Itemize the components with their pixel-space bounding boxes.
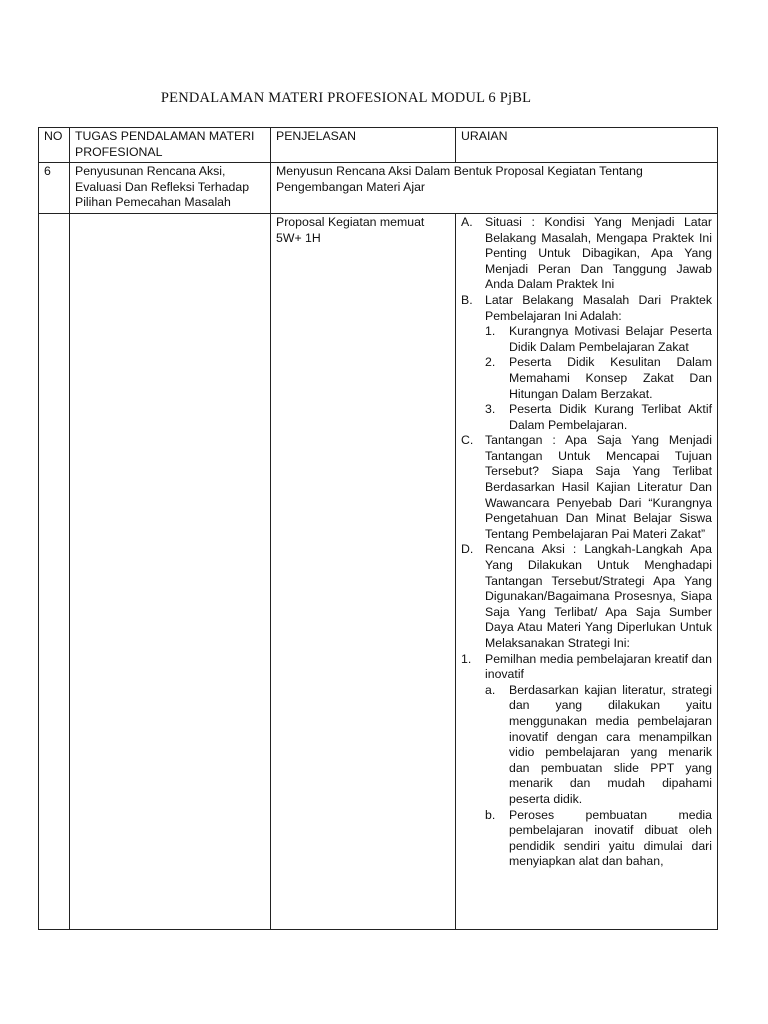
description-cell [456,213,718,929]
list-marker: 2. [485,355,496,370]
list-marker: 1. [485,324,496,339]
description-list [461,215,712,870]
explanation-cell: Proposal Kegiatan memuat 5W+ 1H [271,213,456,929]
sub-list-item [485,808,712,870]
list-text: Kurangnya Motivasi Belajar Peserta Didik Dalam Pembelajaran Zakat [509,324,712,354]
sub-list-item [485,683,712,808]
header-explanation: PENJELASAN [271,128,456,163]
task-summary: Menyusun Rencana Aksi Dalam Bentuk Proposal Kegiatan Tentang Pengembangan Materi Ajar [271,163,718,214]
list-item [461,433,712,542]
list-marker: D. [461,542,474,557]
sub-list-item [485,355,712,402]
list-marker: A. [461,214,473,229]
list-text: Latar Belakang Masalah Dari Praktek Pembelajaran Ini Adalah: [485,292,712,323]
sub-list-item [485,324,712,355]
table-row [39,213,718,929]
list-text: Rencana Aksi : Langkah-Langkah Apa Yang Dilakukan Untuk Menghadapi Tantangan Tersebut/Strategi Apa Yang Digunakan/Bagaimana Prosesnya, Siapa Saja Yang Terlibat/ Apa Saja Sumber Daya Atau Materi Yang Diperlukan Untuk Melaksanakan Strategi Ini: [485,542,712,650]
empty-cell [70,213,271,929]
list-marker: b. [485,807,496,822]
sub-list-item [485,402,712,433]
list-marker: 1. [461,651,472,666]
list-text: Peserta Didik Kurang Terlibat Aktif Dalam Pembelajaran. [509,402,712,432]
table-row [39,163,718,214]
list-item [461,215,712,293]
list-marker: a. [485,682,496,697]
list-item [461,652,712,870]
list-text: Berdasarkan kajian literatur, strategi dan yang dilakukan yaitu menggunakan media pembelajaran inovatif dengan cara menampilkan vidio pembelajaran yang menarik dan pembuatan slide PPT yang menarik dan mudah dipahami peserta didik. [509,682,712,806]
list-text: Peserta Didik Kesulitan Dalam Memahami Konsep Zakat Dan Hitungan Dalam Berzakat. [509,355,712,401]
table-header-row [39,128,718,163]
list-marker: B. [461,292,473,307]
list-text: Tantangan : Apa Saja Yang Menjadi Tantangan Untuk Mencapai Tujuan Tersebut? Siapa Saja Yang Terlibat Berdasarkan Hasil Kajian Literatur Dan Wawancara Penyebab Dari “Kurangnya Pengetahuan Dan Minat Belajar Siswa Tentang Pembelajaran Pai Materi Zakat” [485,433,712,541]
list-item [461,542,712,651]
task-table [38,127,718,930]
document-title: PENDALAMAN MATERI PROFESIONAL MODUL 6 PjBL [160,90,532,106]
empty-cell [39,213,70,929]
list-marker: 3. [485,402,496,417]
sub-list [485,683,712,870]
header-task: TUGAS PENDALAMAN MATERI PROFESIONAL [70,128,271,163]
list-item [461,293,712,433]
list-text: Pemilhan media pembelajaran kreatif dan inovatif [485,651,712,682]
row-number: 6 [39,163,70,214]
list-text: Peroses pembuatan media pembelajaran inovatif dibuat oleh pendidik sendiri yaitu dimulai dari menyiapkan alat dan bahan, [509,807,712,869]
sub-list [485,324,712,433]
task-name: Penyusunan Rencana Aksi, Evaluasi Dan Refleksi Terhadap Pilihan Pemecahan Masalah [70,163,271,214]
list-text: Situasi : Kondisi Yang Menjadi Latar Belakang Masalah, Mengapa Praktek Ini Penting Untuk Dibagikan, Apa Yang Menjadi Peran Dan Tanggung Jawab Anda Dalam Praktek Ini [485,214,712,292]
list-marker: C. [461,433,474,448]
header-no: NO [39,128,70,163]
header-description: URAIAN [456,128,718,163]
